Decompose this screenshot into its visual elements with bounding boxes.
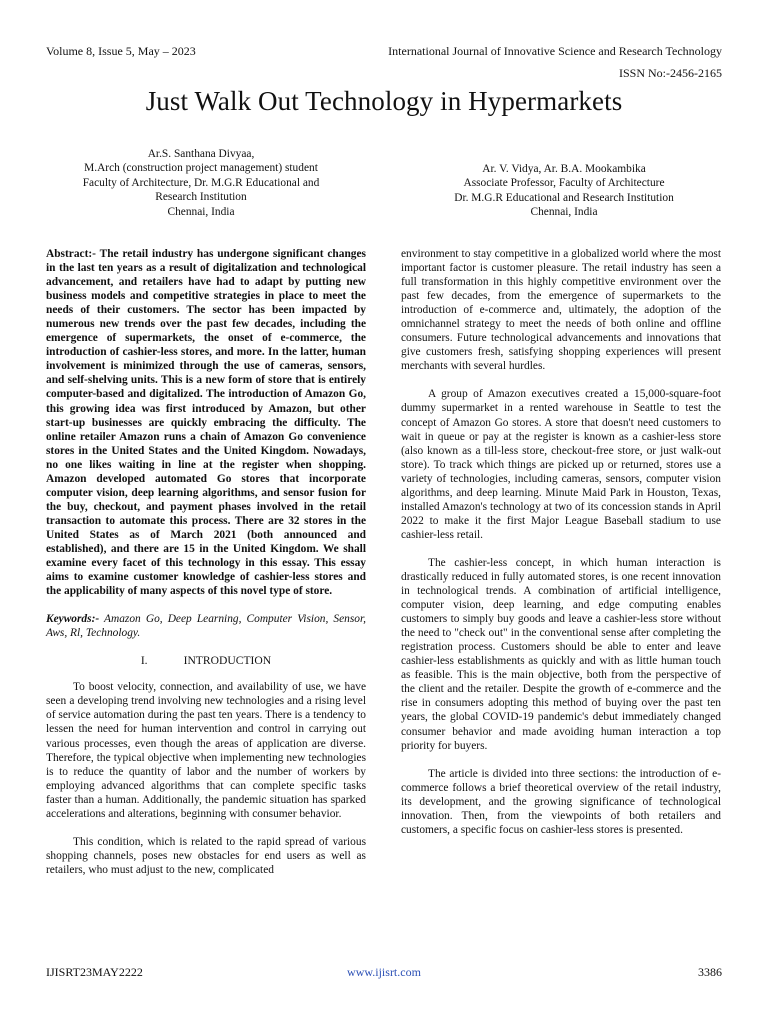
- journal-name: International Journal of Innovative Science and Research Technology: [388, 44, 722, 58]
- author-line: Research Institution: [155, 191, 247, 204]
- keywords-label: Keywords:-: [46, 613, 100, 626]
- volume-info: Volume 8, Issue 5, May – 2023: [46, 44, 196, 58]
- author-line: Dr. M.G.R Educational and Research Institution: [454, 191, 674, 204]
- page-number: 3386: [698, 965, 722, 979]
- paper-code: IJISRT23MAY2222: [46, 965, 143, 979]
- author-line: Chennai, India: [530, 206, 598, 219]
- journal-url-link[interactable]: www.ijisrt.com: [347, 965, 421, 979]
- keywords: [46, 612, 366, 640]
- body-paragraph: The cashier-less concept, in which human interaction is drastically reduced in fully automated stores, is one recent innovation in technological trends. A combination of artificial intelligence, computer vision, deep learning, and edge computing enables customers to simply buy goods and leave a cashier-less store without the need to "check out" in the conventional sense after completing the registration process. Customers should be able to enter and leave cashier-less establishments as quickly and with as little human touch as feasible. This is the main objective, both from the perspective of the client and the retailer. Despite the growth of e-commerce and the rise in consumers adopting this method of buying over the past ten years, the global COVID-19 pandemic's debut immediately changed consumer behavior and made avoiding human interaction a top priority for buyers.: [401, 556, 721, 752]
- journal-url-container: [0, 965, 768, 980]
- author-line: Ar.S. Santhana Divyaa,: [147, 148, 255, 160]
- left-column: [46, 247, 366, 877]
- author-block-2: [408, 162, 720, 220]
- keywords-text: Amazon Go, Deep Learning, Computer Vision, Sensor, Aws, Rl, Technology.: [46, 613, 366, 640]
- author-line: Chennai, India: [167, 205, 235, 218]
- body-paragraph: This condition, which is related to the rapid spread of various shopping channels, poses new obstacles for end users as well as retailers, who must adjust to the new, complicated: [46, 835, 366, 876]
- body-paragraph: To boost velocity, connection, and availability of use, we have seen a developing trend involving new technologies and a rising level of service automation during the past ten years. There is a tendency to lessen the need for human intervention and control in carrying out various processes, even though the areas of application are diverse. Therefore, the typical objective when implementing new technologies is to reduce the quantity of labor and the number of workers by employing advanced algorithms that can complete specific tasks faster than a human. Additionally, the pandemic situation has sparked accelerations and alterations, beginning with consumer behavior.: [46, 681, 366, 820]
- author-line: M.Arch (construction project management) student: [84, 162, 318, 175]
- issn-number: ISSN No:-2456-2165: [618, 66, 722, 80]
- right-column: [401, 247, 721, 837]
- body-paragraph: The article is divided into three sections: the introduction of e-commerce follows a brief theoretical overview of the retail industry, its development, and the growing significance of technological innovation. Then, from the viewpoints of both retailers and customers, a specific focus on cashier-less stores is presented.: [401, 767, 721, 836]
- body-paragraph: A group of Amazon executives created a 15,000-square-foot dummy supermarket in a rented warehouse in Seattle to test the concept of Amazon Go stores. A store that doesn't need customers to wait in queue or pay at the register is known as a cashier-less store (also known as a till-less store, checkout-free store, or just walk-out store). To track which things are picked up or returned, stores use a variety of technologies, including cameras, sensors, computer vision algorithms, and deep learning. Minute Maid Park in Houston, Texas, installed Amazon's technology at two of its concession stands in April 2022 to make it the first Major League Baseball stadium to use cashier-less retail.: [401, 388, 721, 541]
- abstract-label: Abstract: [46, 248, 89, 260]
- section-number: I.: [140, 654, 148, 668]
- author-line: Ar. V. Vidya, Ar. B.A. Mookambika: [482, 163, 646, 175]
- abstract: [46, 247, 366, 598]
- abstract-text: :- The retail industry has undergone significant changes in the last ten years as a result of digitalization and technological advancement, and retailers have had to adapt by putting new business models and competitive strategies in place to meet the needs of their customers. The sector has been impacted by numerous new trends over the past few decades, including the emergence of supermarkets, the onset of e-commerce, the introduction of cashier-less stores, and more. In the latter, human involvement is minimized through the use of cameras, sensors, and self-shelving units. This is a new form of store that is entirely computer-based and digitalized. The introduction of Amazon Go, this growing idea was first introduced by Amazon, but other start-up businesses are quickly embracing the difficulty. The online retailer Amazon runs a chain of Amazon Go convenience stores in the United States and the United Kingdom. Nowadays, no one likes waiting in line at the register when shopping. Amazon developed automated Go stores that incorporate computer vision, deep learning algorithms, and sensor fusion for the buy, checkout, and payment phases involved in the retail transaction to automate this process. There are 32 stores in the United States as of March 2021 (both announced and established), and there are 15 in the United Kingdom. We shall examine every facet of this technology in this essay. This essay aims to examine customer knowledge of cashier-less stores and the applicability of many aspects of this novel type of store.: [46, 248, 366, 598]
- section-heading-introduction: [46, 654, 366, 668]
- author-block-1: [46, 147, 356, 219]
- section-title: INTRODUCTION: [183, 654, 272, 668]
- paper-title: Just Walk Out Technology in Hypermarkets: [145, 86, 623, 116]
- author-line: Faculty of Architecture, Dr. M.G.R Educational and: [82, 176, 320, 189]
- author-line: Associate Professor, Faculty of Architecture: [463, 177, 665, 190]
- body-paragraph: environment to stay competitive in a globalized world where the most important factor is customer pleasure. The retail industry has seen a full transformation in this highly competitive environment over the past few decades, from the emergence of supermarkets to the introduction of e-commerce and, ultimately, the adoption of the omnichannel strategy to meet the needs of both online and offline consumers. Future technological advancements and innovations that give customers fresh, satisfying shopping experiences will present merchants with several hurdles.: [401, 248, 721, 373]
